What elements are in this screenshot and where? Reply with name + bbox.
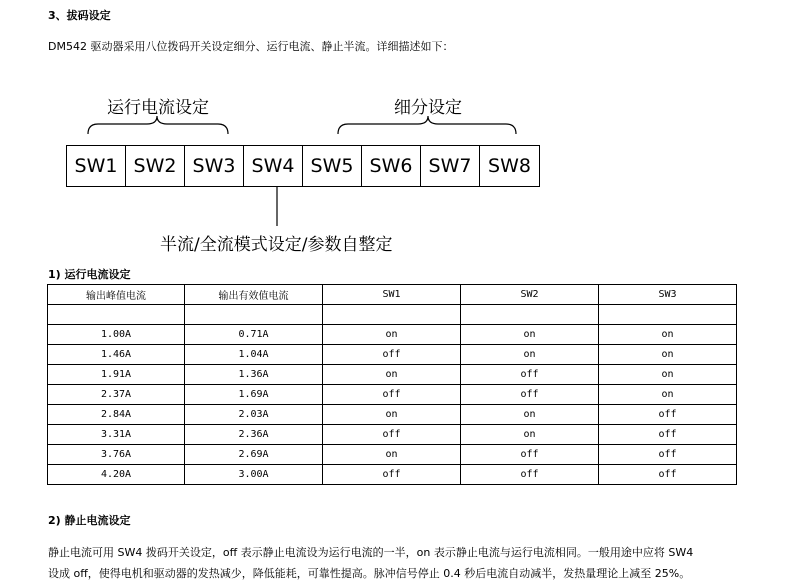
cell: 2.36A xyxy=(185,425,323,445)
cell: off xyxy=(599,405,737,425)
cell: on xyxy=(599,365,737,385)
standstill-paragraph-line2: 设成 off，使得电机和驱动器的发热减少，降低能耗，可靠性提高。脉冲信号停止 0.4 秒后电流自动减半，发热量理论上减至 25%。 xyxy=(48,567,691,580)
switch-sw6: SW6 xyxy=(362,146,421,186)
cell: on xyxy=(599,345,737,365)
cell: off xyxy=(599,425,737,445)
table-row xyxy=(48,465,737,485)
table-row xyxy=(48,305,737,325)
table-row xyxy=(48,325,737,345)
section-heading: 3、拔码设定 xyxy=(48,9,111,22)
cell: 1.69A xyxy=(185,385,323,405)
header-sw2: SW2 xyxy=(461,285,599,305)
cell xyxy=(48,305,185,325)
brace-right xyxy=(338,116,516,134)
switch-sw7: SW7 xyxy=(421,146,480,186)
label-half-current-mode: 半流/全流模式设定/参数自整定 xyxy=(160,235,393,255)
cell: on xyxy=(599,385,737,405)
cell: off xyxy=(323,385,461,405)
cell: 2.69A xyxy=(185,445,323,465)
cell: off xyxy=(599,445,737,465)
cell xyxy=(461,305,599,325)
switch-sw3: SW3 xyxy=(185,146,244,186)
cell: on xyxy=(461,345,599,365)
switch-sw1: SW1 xyxy=(67,146,126,186)
running-current-table xyxy=(47,284,737,485)
cell: on xyxy=(323,445,461,465)
header-sw3: SW3 xyxy=(599,285,737,305)
dip-switch-row xyxy=(66,145,540,187)
header-rms-current: 输出有效值电流 xyxy=(185,285,323,305)
table-row xyxy=(48,405,737,425)
cell: off xyxy=(599,465,737,485)
intro-text: DM542 驱动器采用八位拨码开关设定细分、运行电流、静止半流。详细描述如下： xyxy=(48,40,454,53)
cell: on xyxy=(461,425,599,445)
cell: 0.71A xyxy=(185,325,323,345)
cell: off xyxy=(461,465,599,485)
cell: on xyxy=(461,325,599,345)
cell: off xyxy=(323,425,461,445)
cell: 1.04A xyxy=(185,345,323,365)
standstill-heading: 2) 静止电流设定 xyxy=(48,514,131,527)
cell: 1.36A xyxy=(185,365,323,385)
group-label-microstep: 细分设定 xyxy=(394,98,462,118)
cell: off xyxy=(461,385,599,405)
cell: on xyxy=(323,405,461,425)
switch-sw8: SW8 xyxy=(488,155,531,177)
table-row xyxy=(48,345,737,365)
cell xyxy=(599,305,737,325)
cell xyxy=(185,305,323,325)
cell: 2.84A xyxy=(48,405,185,425)
group-label-running-current: 运行电流设定 xyxy=(107,98,209,118)
running-current-heading: 1) 运行电流设定 xyxy=(48,268,131,281)
cell: off xyxy=(323,465,461,485)
cell: 1.46A xyxy=(48,345,185,365)
header-sw1: SW1 xyxy=(323,285,461,305)
cell: on xyxy=(323,365,461,385)
cell: off xyxy=(323,345,461,365)
cell: 2.03A xyxy=(185,405,323,425)
table-row xyxy=(48,445,737,465)
cell: off xyxy=(461,445,599,465)
brace-left xyxy=(88,116,228,134)
cell: on xyxy=(323,325,461,345)
cell: on xyxy=(461,405,599,425)
table-row xyxy=(48,385,737,405)
table-header-row xyxy=(48,285,737,305)
cell: 1.91A xyxy=(48,365,185,385)
cell: 4.20A xyxy=(48,465,185,485)
switch-sw5: SW5 xyxy=(303,146,362,186)
cell xyxy=(323,305,461,325)
table-row xyxy=(48,365,737,385)
cell: 2.37A xyxy=(48,385,185,405)
cell: off xyxy=(461,365,599,385)
cell: 1.00A xyxy=(48,325,185,345)
table-row xyxy=(48,425,737,445)
switch-sw2: SW2 xyxy=(126,146,185,186)
standstill-paragraph-line1: 静止电流可用 SW4 拨码开关设定，off 表示静止电流设为运行电流的一半，on 表示静止电流与运行电流相同。一般用途中应将 SW4 xyxy=(48,546,694,559)
cell: 3.31A xyxy=(48,425,185,445)
switch-sw4: SW4 xyxy=(244,146,303,186)
cell: on xyxy=(599,325,737,345)
cell: 3.76A xyxy=(48,445,185,465)
cell: 3.00A xyxy=(185,465,323,485)
header-peak-current: 输出峰值电流 xyxy=(48,285,185,305)
